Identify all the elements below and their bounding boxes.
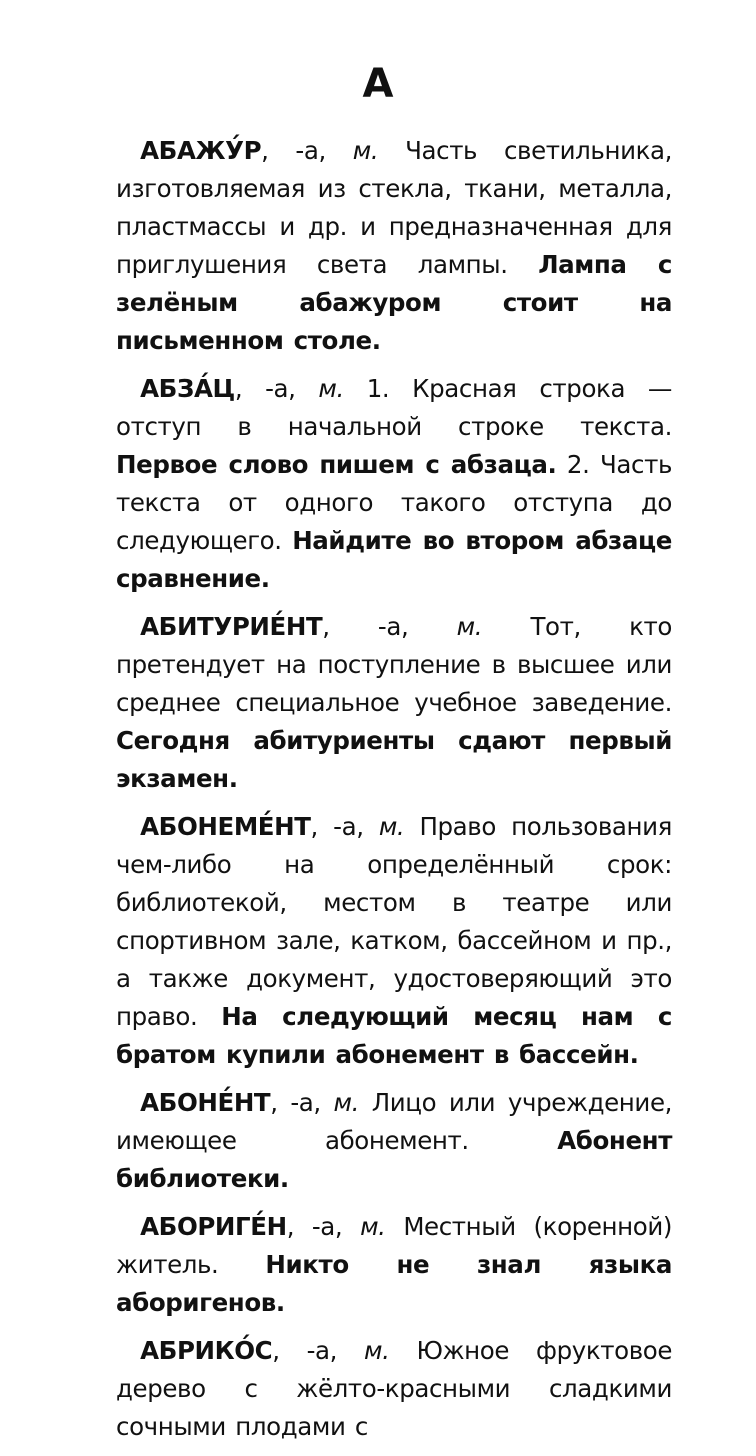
definition: Право пользования чем-либо на определённый срок: библиотекой, местом в театре или спортивном зале, катком, бассейном и пр., а также документ, удостоверяющий это право. [116,812,672,1031]
example: Первое слово пишем с абзаца. [116,450,557,479]
grammar-forms: , -а, [310,812,379,841]
headword: АБЗА́Ц [140,374,235,403]
gender: м. [318,374,344,403]
entry-abazhur [116,132,672,360]
example: На следующий месяц нам с братом купили абонемент в бассейн. [116,1002,672,1069]
headword: АБАЖУ́Р [140,136,262,165]
example: Абонент библиотеки. [116,1126,672,1193]
definition: 1. Красная строка — отступ в начальной строке текста. [116,374,673,441]
example: Сегодня абитуриенты сдают первый экзамен. [116,726,672,793]
headword: АБОРИГЕ́Н [140,1212,287,1241]
grammar-forms: , -а, [286,1212,361,1241]
definition: Часть светильника, изготовляемая из стекла, ткани, металла, пластмассы и др. и предназначенная для приглушения света лампы. [116,136,672,279]
definition: Тот, кто претендует на поступление в высшее или среднее специальное учебное заведение. [116,612,672,717]
dictionary-entries [116,132,672,1456]
gender: м. [333,1088,360,1117]
headword: АБИТУРИЕ́НТ [140,612,323,641]
definition: Местный (коренной) житель. [116,1212,672,1279]
grammar-forms: , -а, [272,1336,365,1365]
definition: Лицо или учреждение, имеющее абонемент. [116,1088,673,1155]
grammar-forms: , -а, [270,1088,334,1117]
gender: м. [360,1212,386,1241]
entry-abrikos [116,1332,672,1446]
headword: АБРИКО́С [140,1336,273,1365]
example: Лампа с зелёным абажуром стоит на письменном столе. [116,250,672,355]
example-2: Найдите во втором абзаце сравнение. [116,526,672,593]
entry-aborigen [116,1208,672,1322]
grammar-forms: , -а, [322,612,457,641]
entry-abzats [116,370,672,598]
headword: АБОНЕМЕ́НТ [140,812,311,841]
gender: м. [378,812,405,841]
section-letter: А [362,61,394,107]
grammar-forms: , -а, [261,136,353,165]
gender: м. [352,136,379,165]
definition: Южное фруктовое дерево с жёлто-красными сладкими сочными плодами с [116,1336,672,1441]
entry-abiturient [116,608,672,798]
example: Никто не знал языка аборигенов. [116,1250,672,1317]
grammar-forms: , -а, [234,374,319,403]
gender: м. [364,1336,390,1365]
entry-abonement [116,808,672,1074]
definition-2: 2. Часть текста от одного такого отступа до следующего. [116,450,672,555]
headword: АБОНЕ́НТ [140,1088,271,1117]
gender: м. [456,612,483,641]
